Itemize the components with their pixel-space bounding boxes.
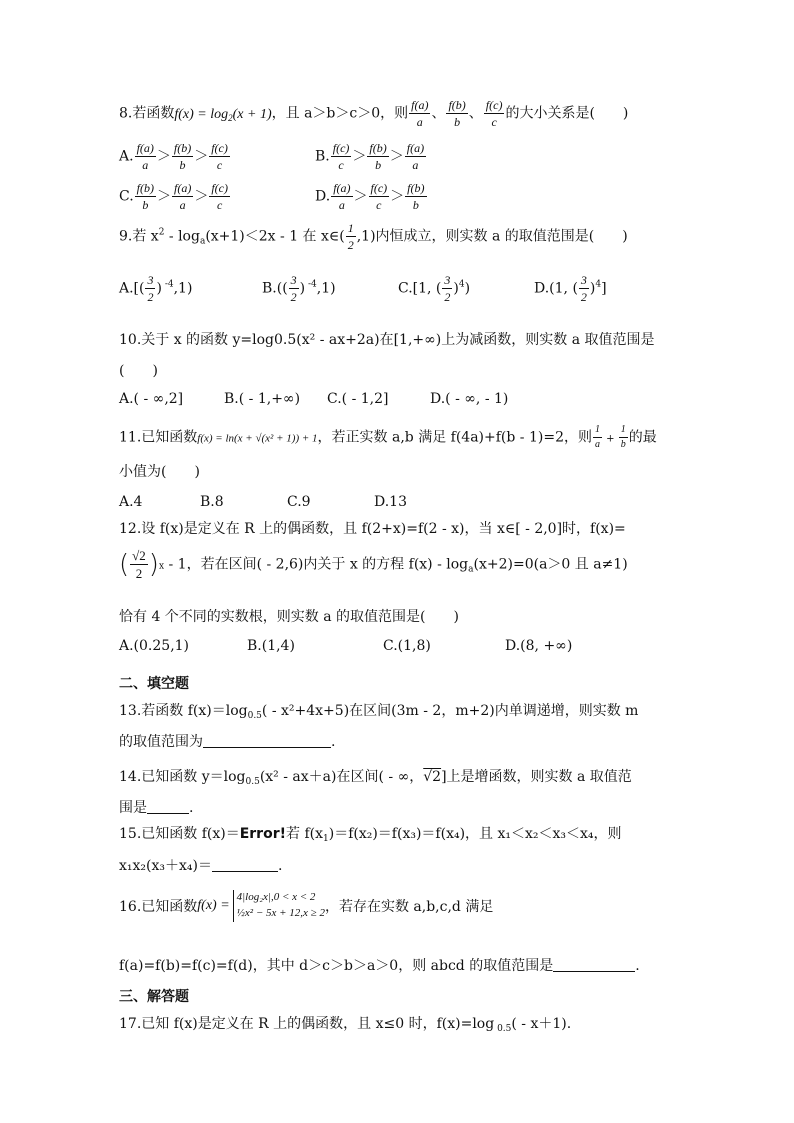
q11-line2: 小值为( ) (119, 464, 200, 480)
q15-error-text: Error! (239, 826, 286, 842)
q11-frac-a: $\frac{1}{a}$ (594, 424, 600, 450)
q16-piecewise: 4|log₂x|,0 < x < 2 ½x² − 5x + 12,x ≥ 2 (233, 890, 325, 922)
q12-option-a[interactable]: A.(0.25,1) (119, 638, 190, 654)
q9-option-a[interactable]: A.[( $\frac{3}{2}$ ) $^{-4}$,1) (119, 273, 193, 304)
q9-stem: 9.若 $x^2 - \log_a(x+1)<2x - 1$ 在 x∈( $\frac{1}{2}$ ,1)内恒成立，则实数 a 的取值范围是( ) (119, 221, 628, 252)
q16-stem: 16.已知函数f(x) = 4|log₂x|,0 < x < 2 ½x² − 5x + 12,x ≥ 2 ，若存在实数 a,b,c,d 满足 (119, 890, 493, 922)
q8-frac-fa: $\frac{f(a)}{a}$ (411, 98, 429, 129)
q16-answer-blank[interactable] (553, 959, 635, 972)
q9-option-d[interactable]: D.(1, ( $\frac{3}{2}$ )$^4$] (534, 273, 607, 304)
q15-line2: x₁x₂(x₃＋x₄)＝ . (119, 858, 283, 874)
q10-option-d[interactable]: D.( - ∞, - 1) (430, 391, 509, 407)
q14-line2: 围是 . (119, 800, 194, 816)
q8-func: $f(x) = \log_2(x + 1)$ (174, 106, 272, 123)
q14-answer-blank[interactable] (147, 801, 189, 814)
q8-option-b[interactable]: B. $\frac{f(c)}{c}$ ＞ $\frac{f(b)}{b}$ ＞ $\frac{f(a)}{a}$ (315, 141, 425, 172)
q9-half: $\frac{1}{2}$ (347, 221, 354, 252)
q11-option-b[interactable]: B.8 (200, 494, 224, 510)
q9-option-b[interactable]: B.(( $\frac{3}{2}$ ) $^{-4}$,1) (262, 273, 336, 304)
q10-stem: 10.关于 x 的函数 y=log0.5(x² - ax+2a)在[1,+∞)上为减函数，则实数 a 取值范围是 (119, 332, 655, 348)
q8-frac-fb: $\frac{f(b)}{b}$ (448, 98, 466, 129)
q8-stem: 8.若函数$f(x) = \log_2(x + 1)$，且 a＞b＞c＞0，则 $\frac{f(a)}{a}$ 、 $\frac{f(b)}{b}$ 、 $\frac{f(c)}{c}$ 的大小关系是( ) (119, 98, 629, 129)
q8-option-d[interactable]: D. $\frac{f(a)}{a}$ ＞ $\frac{f(c)}{c}$ ＞ $\frac{f(b)}{b}$ (315, 181, 425, 212)
q11-option-a[interactable]: A.4 (119, 494, 143, 510)
q10-option-b[interactable]: B.( - 1,+∞) (224, 391, 301, 407)
q11-frac-b: $\frac{1}{b}$ (620, 424, 626, 450)
q12-option-d[interactable]: D.(8, +∞) (505, 638, 573, 654)
q10-option-c[interactable]: C.( - 1,2] (327, 391, 389, 407)
q16-func: f(x) = (197, 897, 230, 913)
q10-option-a[interactable]: A.( - ∞,2] (119, 391, 184, 407)
q11-option-c[interactable]: C.9 (287, 494, 311, 510)
section-solve: 三、解答题 (119, 989, 189, 1005)
q11-stem: 11.已知函数f(x) = ln(x + √(x² + 1)) + 1，若正实数 a,b 满足 f(4a)+f(b - 1)=2，则 $\frac{1}{a}$ + $\frac{1}{b}$ 的最 (119, 424, 657, 450)
q12-option-b[interactable]: B.(1,4) (247, 638, 295, 654)
q12-line3: 恰有 4 个不同的实数根，则实数 a 的取值范围是( ) (119, 609, 459, 625)
q11-func: f(x) = ln(x + √(x² + 1)) + 1 (197, 432, 318, 445)
q13-answer-blank[interactable] (203, 735, 331, 748)
q8-option-a[interactable]: A. $\frac{f(a)}{a}$ ＞ $\frac{f(b)}{b}$ ＞ $\frac{f(c)}{c}$ (119, 141, 228, 172)
section-fill-blank: 二、填空题 (119, 676, 189, 692)
q15-answer-blank[interactable] (212, 859, 278, 872)
q12-stem: 12.设 f(x)是定义在 R 上的偶函数，且 f(2+x)=f(2 - x)，当 x∈[ - 2,0]时，f(x)= (119, 521, 626, 537)
q13-line2: 的取值范围为 . (119, 734, 336, 750)
q8-option-c[interactable]: C. $\frac{f(b)}{b}$ ＞ $\frac{f(a)}{a}$ ＞ $\frac{f(c)}{c}$ (119, 181, 228, 212)
q8-frac-fc: $\frac{f(c)}{c}$ (485, 98, 503, 129)
q16-line2: f(a)=f(b)=f(c)=f(d)，其中 d＞c＞b＞a＞0，则 abcd 的取值范围是 . (119, 958, 640, 974)
q12-line2: ( $\frac{√2}{2}$ )x - 1，若在区间( - 2,6)内关于 x 的方程 $f(x) - \log_a(x+2)=0(a>0$ 且 a≠1) (119, 548, 628, 581)
q11-option-d[interactable]: D.13 (374, 494, 407, 510)
q15-stem: 15.已知函数 f(x)＝Error!若 $f(x_1)=f(x_2)=f(x_3)=f(x_4)$，且 x₁＜x₂＜x₃＜x₄，则 (119, 826, 622, 844)
q12-sqrt-frac: $\frac{√2}{2}$ (132, 548, 146, 581)
q12-option-c[interactable]: C.(1,8) (383, 638, 431, 654)
q13-stem: 13.若函数 $f(x)=\log_{0.5}( - x^2+4x+5)$在区间(3m - 2，m+2)内单调递增，则实数 m (119, 703, 639, 721)
q9-option-c[interactable]: C.[1, ( $\frac{3}{2}$ )$^4$) (398, 273, 471, 304)
q10-paren: ( ) (119, 363, 158, 379)
q17-stem: 17.已知 f(x)是定义在 R 上的偶函数，且 x≤0 时，f(x)=log $_{0.5}$( - x＋1). (119, 1016, 572, 1034)
q14-stem: 14.已知函数 $y=\log_{0.5}(x^2 - ax+a)$在区间( - ∞，√2]上是增函数，则实数 a 取值范 (119, 769, 632, 787)
